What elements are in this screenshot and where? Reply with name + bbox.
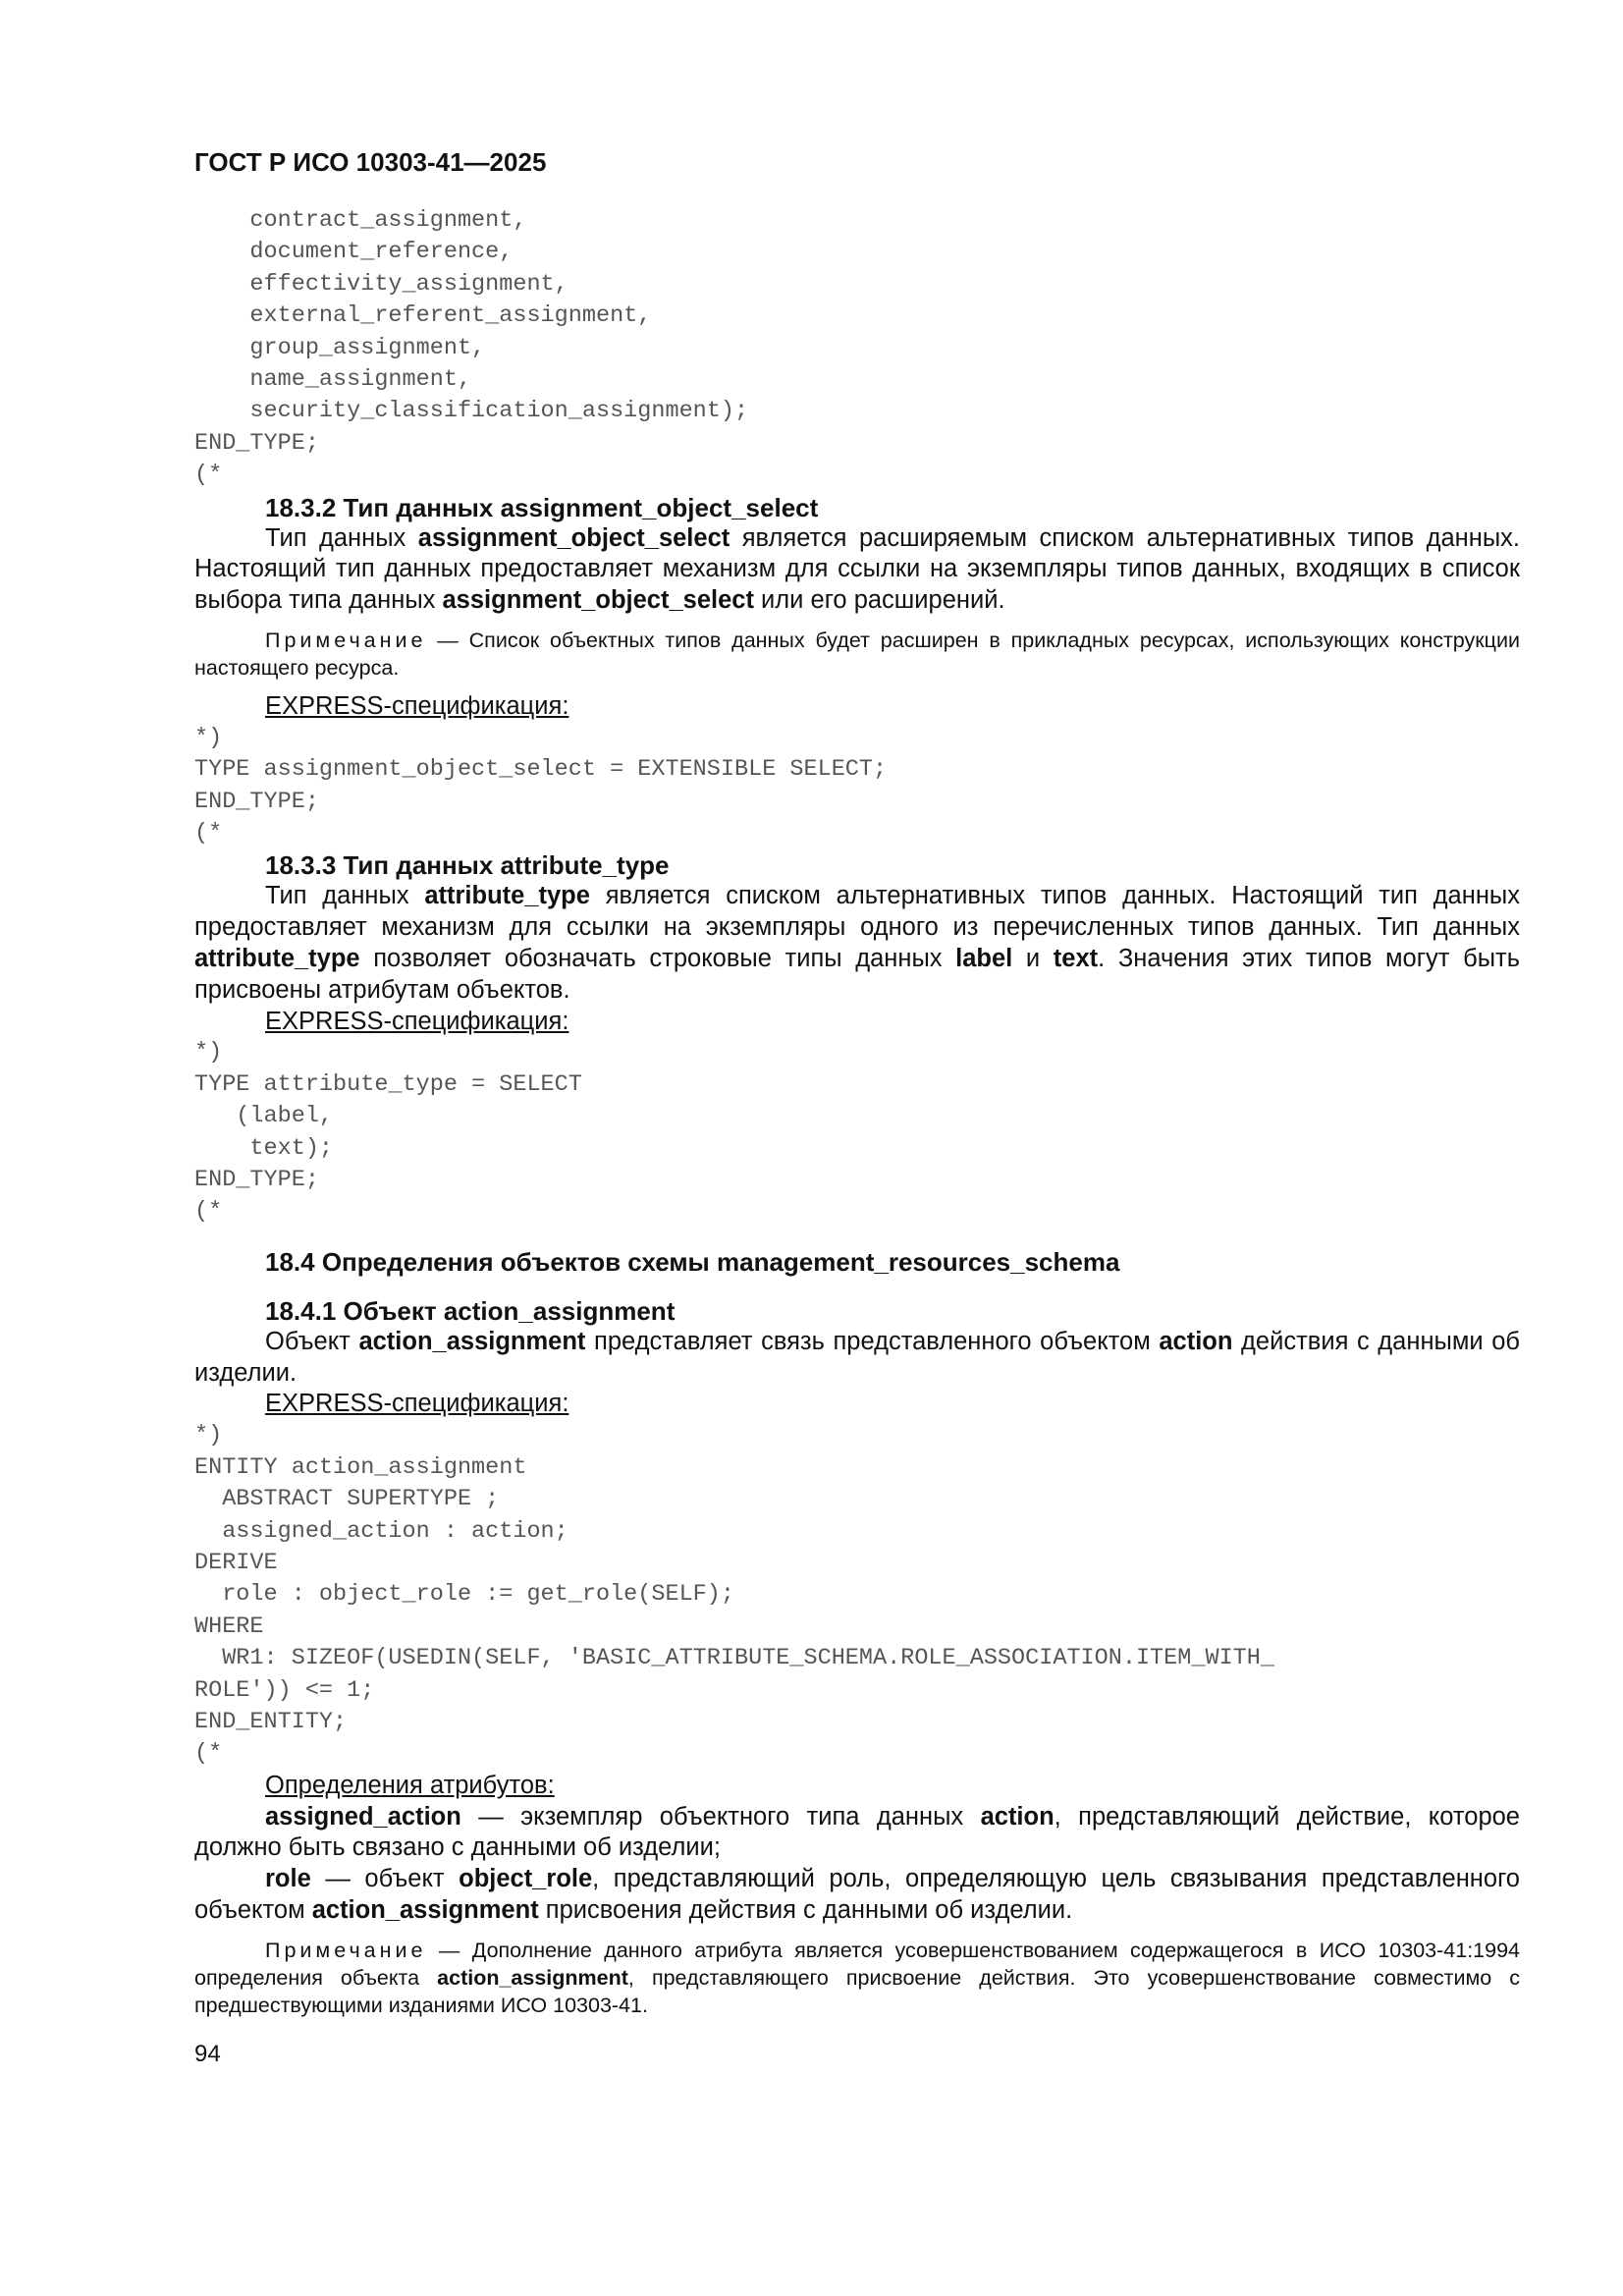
express-label-18-3-3: EXPRESS-спецификация: bbox=[265, 1007, 569, 1035]
page-number: 94 bbox=[194, 2040, 221, 2067]
code-block-action-assignment: *) ENTITY action_assignment ABSTRACT SUPERTYPE ; assigned_action : action; DERIVE role : object_role := get_role(SELF); WHERE WR1: SIZEOF(USEDIN(SELF, 'BASIC_ATTRIBUTE_SCHEMA.ROLE_ASSOCIATION.ITEM_WITH_ ROLE')) <= 1; END_ENTITY; (* bbox=[194, 1422, 1274, 1768]
document-header: ГОСТ Р ИСО 10303-41—2025 bbox=[194, 147, 547, 177]
attribute-definition-assigned-action: assigned_action — экземпляр объектного типа данных action, представляющий действие, которое должно быть связано с данными об изделии; bbox=[194, 1802, 1520, 1862]
paragraph-attribute-type: Тип данных attribute_type является списком альтернативных типов данных. Настоящий тип данных предоставляет механизм для ссылки на экземпляры одного из перечисленных типов данных. Тип данных attribute_type позволяет обозначать строковые типы данных label и text. Значения этих типов могут быть присвоены атрибутам объектов. bbox=[194, 882, 1520, 1004]
attribute-definitions-label: Определения атрибутов: bbox=[265, 1771, 555, 1799]
section-heading-18-4: 18.4 Определения объектов схемы management_resources_schema bbox=[265, 1246, 1120, 1277]
paragraph-action-assignment: Объект action_assignment представляет связь представленного объектом action действия с данными об изделии. bbox=[194, 1327, 1521, 1387]
express-label-18-4-1: EXPRESS-спецификация: bbox=[265, 1390, 569, 1418]
document-page bbox=[194, 147, 1520, 2068]
section-heading-18-4-1: 18.4.1 Объект action_assignment bbox=[265, 1295, 676, 1326]
section-heading-18-3-2: 18.3.2 Тип данных assignment_object_select bbox=[265, 492, 819, 522]
paragraph-assignment-object-select: Тип данных assignment_object_select является расширяемым списком альтернативных типов данных. Настоящий тип данных предоставляет механизм для ссылки на экземпляры типов данных, входящих в список выбора типа данных assignment_object_select или его расширений. bbox=[194, 523, 1520, 615]
express-label-18-3-2: EXPRESS-спецификация: bbox=[265, 692, 569, 721]
section-heading-18-3-3: 18.3.3 Тип данных attribute_type bbox=[265, 850, 670, 881]
code-block-type-continuation: contract_assignment, document_reference, effectivity_assignment, external_referent_assignment, group_assignment, name_assignment, security_classification_assignment); END_TYPE; (* bbox=[194, 207, 749, 489]
code-block-attribute-type: *) TYPE attribute_type = SELECT (label, text); END_TYPE; (* bbox=[194, 1039, 582, 1226]
attribute-definition-role: role — объект object_role, представляющий роль, определяющую цель связывания представленного объектом action_assignment присвоения действия с данными об изделии. bbox=[194, 1865, 1520, 1924]
code-block-assignment-object-select: *) TYPE assignment_object_select = EXTENSIBLE SELECT; END_TYPE; (* bbox=[194, 724, 888, 847]
note-18-3-2: Примечание — Список объектных типов данных будет расширен в прикладных ресурсах, использующих конструкции настоящего ресурса. bbox=[194, 629, 1520, 681]
note-18-4-1: Примечание — Дополнение данного атрибута является усовершенствованием содержащегося в ИСО 10303-41:1994 определения объекта action_assignment, представляющего присвоение действия. Это усовершенствование совместимо с предшествующими изданиями ИСО 10303-41. bbox=[194, 1938, 1521, 2017]
